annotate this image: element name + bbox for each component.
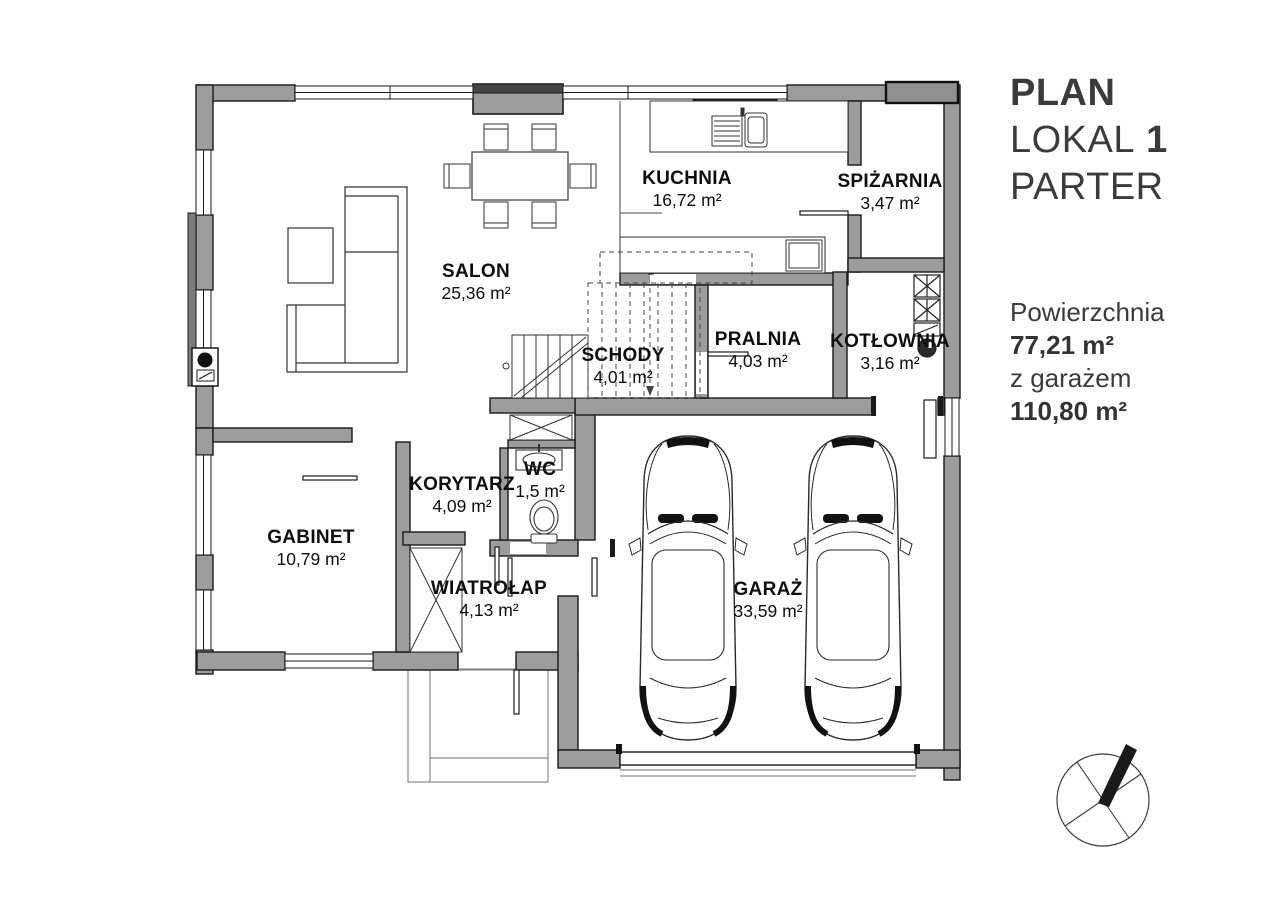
room-area: 3,16 m² xyxy=(860,353,920,373)
room-label-korytarz xyxy=(409,474,515,517)
room-label-wiatrolap xyxy=(431,578,547,621)
room-area: 4,09 m² xyxy=(432,496,492,516)
room-area: 4,01 m² xyxy=(593,367,653,387)
room-label-garaz xyxy=(733,579,802,622)
room-area: 3,47 m² xyxy=(860,193,920,213)
toilet-icon xyxy=(530,500,558,543)
car-right xyxy=(794,436,912,740)
room-area: 4,03 m² xyxy=(728,351,788,371)
car-left xyxy=(629,436,747,740)
room-label-spizarnia xyxy=(837,171,942,214)
entrance-porch xyxy=(408,670,548,782)
garage-apron xyxy=(620,770,916,776)
room-name: PRALNIA xyxy=(714,329,802,350)
room-label-pralnia xyxy=(715,329,802,372)
kitchen-appliance-icon xyxy=(786,240,822,271)
area-value: 77,21 m² xyxy=(1010,330,1115,360)
room-area: 4,13 m² xyxy=(459,600,519,620)
title-line-1: PLAN xyxy=(1010,72,1116,114)
plan-title xyxy=(1010,70,1168,211)
room-name: KOTŁOWNIA xyxy=(830,331,950,352)
understairs-niche xyxy=(510,415,572,440)
compass-rose-icon xyxy=(1057,744,1149,846)
room-area: 25,36 m² xyxy=(441,283,511,303)
area-label: Powierzchnia xyxy=(1010,297,1165,327)
room-name: KUCHNIA xyxy=(642,168,732,189)
room-area: 16,72 m² xyxy=(652,190,722,210)
room-label-salon xyxy=(441,261,510,304)
title-line-2: LOKAL 1 xyxy=(1010,119,1168,161)
room-label-gabinet xyxy=(267,527,355,570)
area-summary xyxy=(1010,296,1165,428)
room-name: SCHODY xyxy=(581,345,665,366)
room-name: SPIŻARNIA xyxy=(837,171,943,192)
dining-table xyxy=(444,124,596,228)
room-name: WC xyxy=(523,459,557,480)
room-name: GARAŻ xyxy=(733,579,803,600)
area-with-garage-value: 110,80 m² xyxy=(1010,396,1128,426)
fireplace-icon xyxy=(192,348,218,386)
room-name: KORYTARZ xyxy=(409,474,515,495)
coffee-table xyxy=(288,228,333,283)
area-with-garage-label: z garażem xyxy=(1010,363,1132,393)
title-line-3: PARTER xyxy=(1010,166,1164,208)
room-label-schody xyxy=(581,345,664,388)
room-label-wc xyxy=(515,459,565,502)
room-label-kotlownia xyxy=(830,331,950,374)
room-area: 33,59 m² xyxy=(733,601,803,621)
room-name: WIATROŁAP xyxy=(430,578,548,599)
room-area: 10,79 m² xyxy=(276,549,346,569)
room-name: GABINET xyxy=(267,527,355,548)
room-area: 1,5 m² xyxy=(515,481,565,501)
room-label-kuchnia xyxy=(642,168,732,211)
room-name: SALON xyxy=(442,261,510,282)
